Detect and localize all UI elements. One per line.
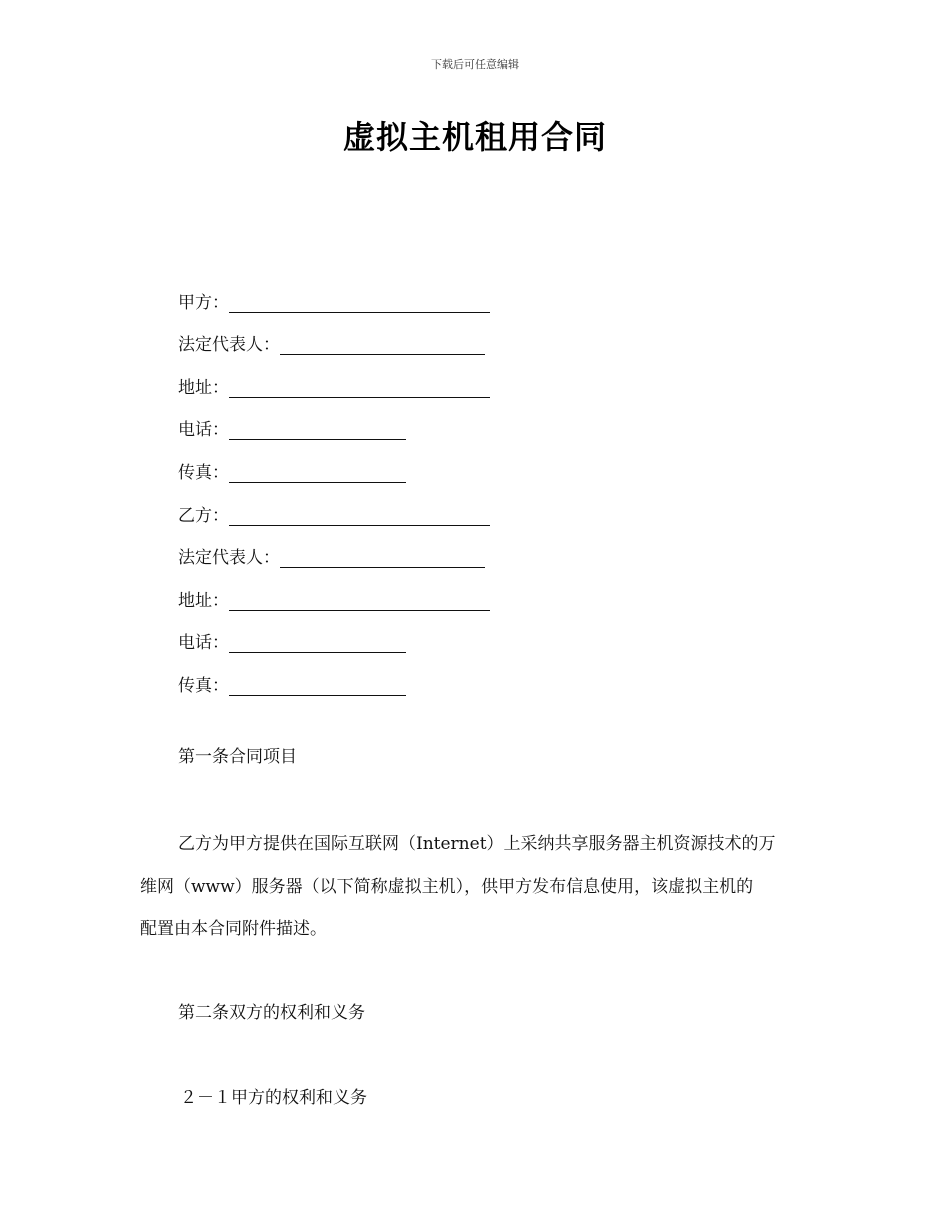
party-b-name-blank [229, 505, 490, 526]
party-b-address-blank [229, 590, 490, 611]
article-1-heading: 第一条合同项目 [178, 747, 297, 767]
article-2-heading: 第二条双方的权利和义务 [178, 1003, 365, 1023]
party-a-address-blank [229, 377, 490, 398]
party-a-name-row [178, 272, 490, 315]
party-fields [178, 272, 490, 698]
party-b-phone-blank [229, 632, 406, 653]
article-1-line: 配置由本合同附件描述。 [140, 919, 327, 939]
party-a-address-row [178, 357, 490, 400]
party-a-phone-label: 电话： [178, 420, 229, 441]
party-b-phone-row [178, 613, 490, 656]
party-a-phone-row [178, 400, 490, 443]
party-a-address-label: 地址： [178, 377, 229, 398]
party-b-name-row [178, 485, 490, 528]
party-a-fax-label: 传真： [178, 462, 229, 483]
party-a-rep-blank [280, 334, 485, 355]
party-b-fax-row [178, 655, 490, 698]
party-a-fax-blank [229, 462, 406, 483]
party-a-fax-row [178, 442, 490, 485]
clause-2-1-heading: ２－１甲方的权利和义务 [180, 1088, 367, 1108]
article-1-line: 乙方为甲方提供在国际互联网（Internet）上采纳共享服务器主机资源技术的万 [178, 834, 776, 854]
party-b-fax-blank [229, 675, 406, 696]
party-a-rep-label: 法定代表人： [178, 335, 280, 356]
party-b-address-row [178, 570, 490, 613]
article-1-body [140, 823, 810, 951]
party-b-fax-label: 传真： [178, 675, 229, 696]
article-1-line: 维网（www）服务器（以下简称虚拟主机），供甲方发布信息使用，该虚拟主机的 [140, 876, 754, 897]
party-a-name-label: 甲方： [178, 292, 229, 313]
party-b-name-label: 乙方： [178, 505, 229, 526]
party-b-phone-label: 电话： [178, 633, 229, 654]
party-a-phone-blank [229, 419, 406, 440]
party-b-rep-label: 法定代表人： [178, 548, 280, 569]
header-note: 下载后可任意编辑 [431, 58, 519, 71]
party-a-rep-row [178, 315, 490, 358]
party-b-rep-row [178, 528, 490, 571]
party-b-address-label: 地址： [178, 590, 229, 611]
contract-title: 虚拟主机租用合同 [342, 118, 607, 156]
party-b-rep-blank [280, 547, 485, 568]
party-a-name-blank [229, 292, 490, 313]
